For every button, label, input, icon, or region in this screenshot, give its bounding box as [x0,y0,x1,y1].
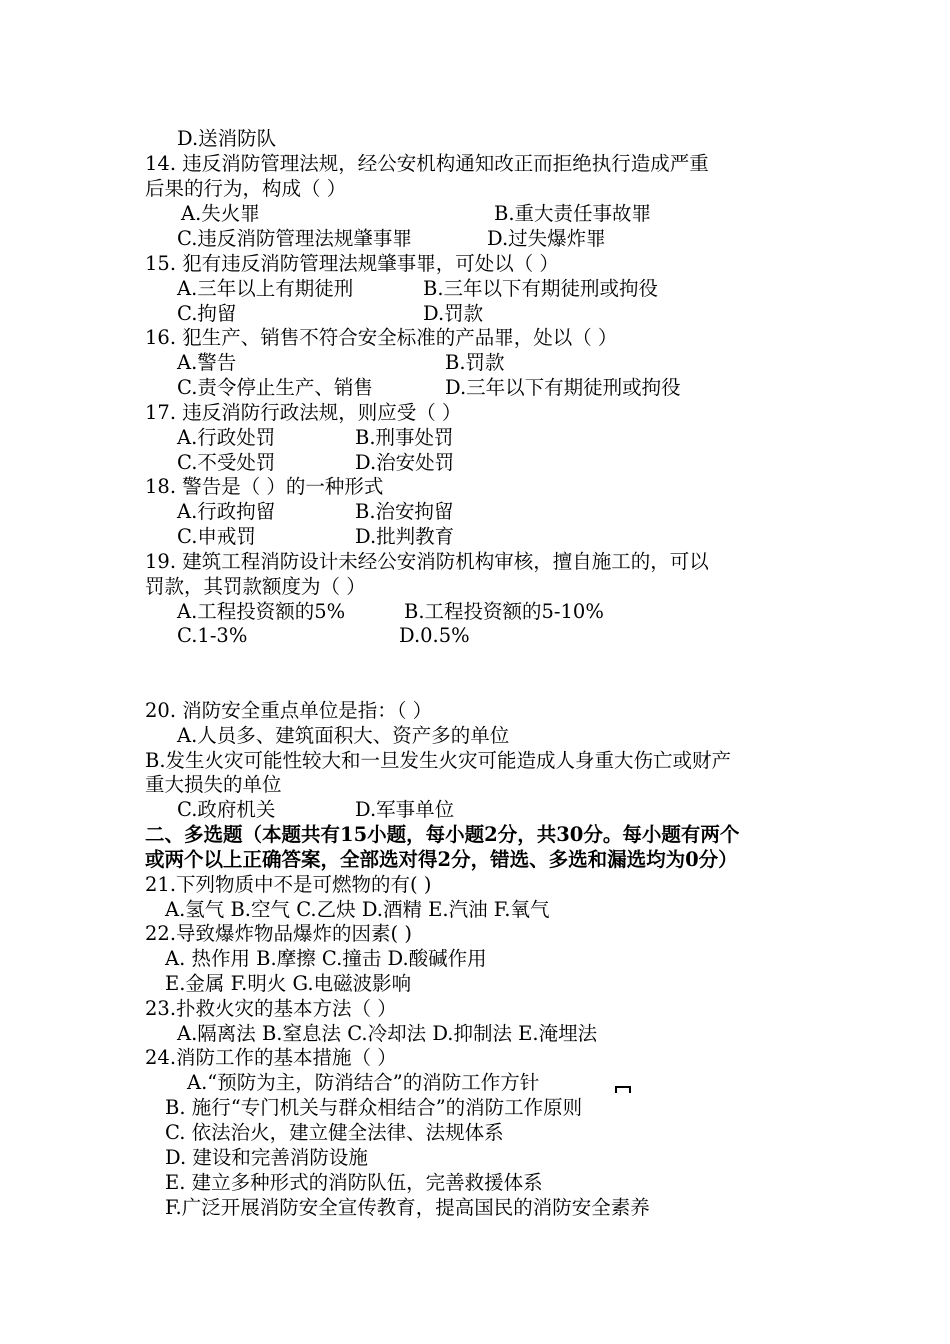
q21-stem: 21.下列物质中不是可燃物的有( ) [145,873,432,896]
q19-option-b: B.工程投资额的5-10% [404,600,604,623]
q17-option-c: C.不受处罚 [177,451,276,474]
q16-option-a: A.警告 [177,351,237,374]
section-2-heading-line1: 二、多选题（本题共有15小题，每小题2分，共30分。每小题有两个 [145,823,740,846]
q20-option-d: D.军事单位 [355,798,455,821]
q24-stem: 24.消防工作的基本措施（ ） [145,1046,397,1069]
q15-stem: 15. 犯有违反消防管理法规肇事罪，可处以（ ） [145,252,559,275]
q16-stem: 16. 犯生产、销售不符合安全标准的产品罪，处以（ ） [145,326,618,349]
q22-options-line2: E.金属 F.明火 G.电磁波影响 [165,972,412,995]
q23-stem: 23.扑救火灾的基本方法（ ） [145,997,397,1020]
q14-option-a: A.失火罪 [181,202,260,225]
q14-option-c: C.违反消防管理法规肇事罪 [177,227,412,250]
q20-stem: 20. 消防安全重点单位是指：（ ） [145,699,433,722]
q14-option-b: B.重大责任事故罪 [494,202,652,225]
q17-option-a: A.行政处罚 [177,426,276,449]
q14-stem-line1: 14. 违反消防管理法规，经公安机构通知改正而拒绝执行造成严重 [145,152,709,175]
q18-option-b: B.治安拘留 [355,500,454,523]
q18-option-a: A.行政拘留 [177,500,276,523]
q20-option-c: C.政府机关 [177,798,276,821]
q16-option-d: D.三年以下有期徒刑或拘役 [445,376,681,399]
q14-stem-line2: 后果的行为，构成（ ） [145,177,347,200]
q15-option-a: A.三年以上有期徒刑 [177,277,354,300]
q22-stem: 22.导致爆炸物品爆炸的因素( ) [145,922,412,945]
q16-option-b: B.罚款 [445,351,505,374]
q24-option-b: B. 施行“专门机关与群众相结合”的消防工作原则 [165,1096,583,1119]
q18-stem: 18. 警告是（ ）的一种形式 [145,475,384,498]
q14-option-d: D.过失爆炸罪 [487,227,606,250]
q24-option-d: D. 建设和完善消防设施 [165,1146,368,1169]
q19-option-c: C.1-3% [177,624,248,647]
q18-option-c: C.申戒罚 [177,525,256,548]
q20-option-a: A.人员多、建筑面积大、资产多的单位 [177,724,510,747]
q19-stem-line1: 19. 建筑工程消防设计未经公安消防机构审核，擅自施工的，可以 [145,550,709,573]
q17-option-b: B.刑事处罚 [355,426,454,449]
q13-option-d: D.送消防队 [177,127,277,150]
q23-options: A.隔离法 B.窒息法 C.冷却法 D.抑制法 E.淹埋法 [177,1022,598,1045]
q20-option-b-line1: B.发生火灾可能性较大和一旦发生火灾可能造成人身重大伤亡或财产 [145,749,732,772]
q18-option-d: D.批判教育 [355,525,455,548]
q21-options: A.氢气 B.空气 C.乙炔 D.酒精 E.汽油 F.氧气 [165,898,550,921]
q17-stem: 17. 违反消防行政法规，则应受（ ） [145,401,462,424]
q16-option-c: C.责令停止生产、销售 [177,376,373,399]
q19-option-d: D.0.5% [399,624,470,647]
q15-option-d: D.罚款 [423,302,484,325]
q17-option-d: D.治安处罚 [355,451,455,474]
editing-mark-icon [615,1086,631,1093]
q15-option-b: B.三年以下有期徒刑或拘役 [423,277,659,300]
q19-option-a: A.工程投资额的5% [177,600,346,623]
q24-option-c: C. 依法治火，建立健全法律、法规体系 [165,1121,504,1144]
section-2-heading-line2: 或两个以上正确答案，全部选对得2分，错选、多选和漏选均为0分） [145,848,738,871]
q15-option-c: C.拘留 [177,302,237,325]
q22-options-line1: A. 热作用 B.摩擦 C.撞击 D.酸碱作用 [165,947,487,970]
q20-option-b-line2: 重大损失的单位 [145,773,282,796]
q24-option-a: A.“预防为主，防消结合”的消防工作方针 [187,1071,540,1094]
q19-stem-line2: 罚款，其罚款额度为（ ） [145,575,366,598]
q24-option-e: E. 建立多种形式的消防队伍，完善救援体系 [165,1171,543,1194]
q24-option-f: F.广泛开展消防安全宣传教育，提高国民的消防安全素养 [165,1196,650,1219]
